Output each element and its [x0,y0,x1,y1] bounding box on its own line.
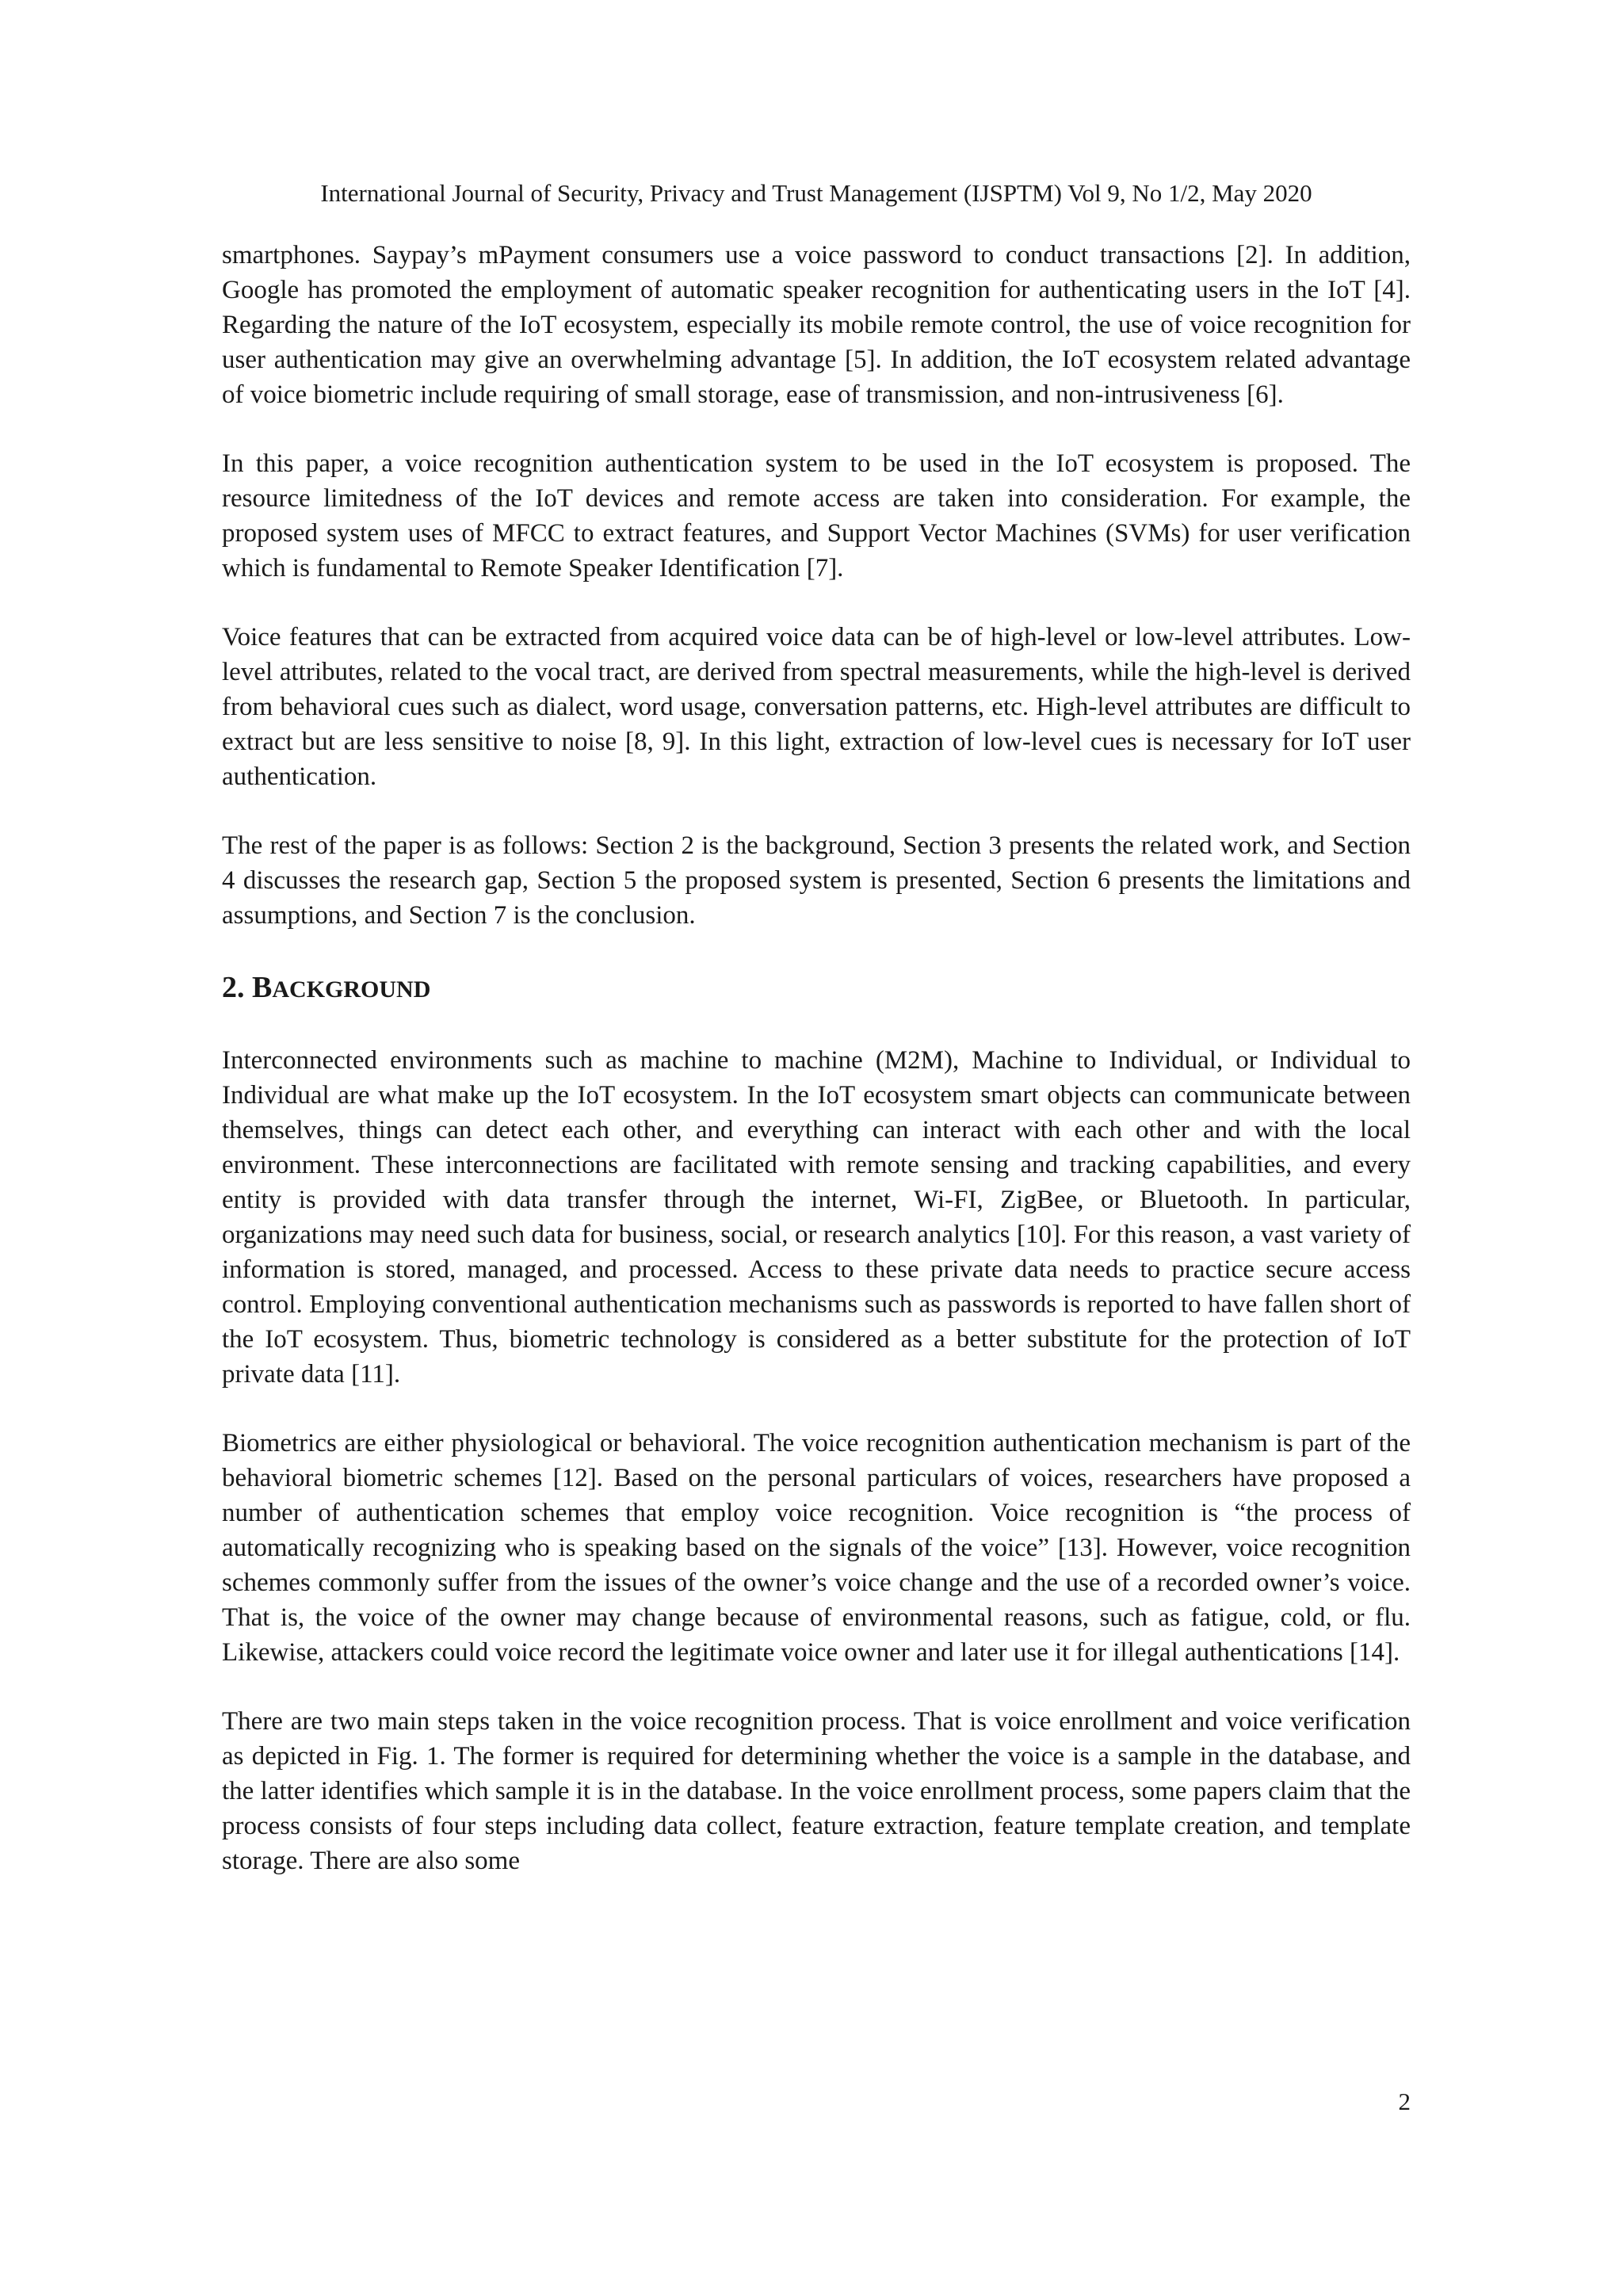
section-heading-number: 2. B [222,971,273,1004]
section-heading-title: ACKGROUND [272,976,431,1003]
page-number: 2 [1398,2088,1411,2115]
running-header: International Journal of Security, Privacy and Trust Management (IJSPTM) Vol 9, No 1/2, May 2020 [320,179,1312,207]
paragraph-intro-continuation: smartphones. Saypay’s mPayment consumers use a voice password to conduct transactions [2]. In addition, Google has promoted the employment of automatic speaker recognition for authenticating users in the IoT [4]. Regarding the nature of the IoT ecosystem, especially its mobile remote control, the use of voice recognition for user authentication may give an overwhelming advantage [5]. In addition, the IoT ecosystem related advantage of voice biometric include requiring of small storage, ease of transmission, and non-intrusiveness [6]. [222,241,1411,409]
paragraph-proposed-system: In this paper, a voice recognition authentication system to be used in the IoT ecosystem is proposed. The resource limitedness of the IoT devices and remote access are taken into consideration. For example, the proposed system uses of MFCC to extract features, and Support Vector Machines (SVMs) for user verification which is fundamental to Remote Speaker Identification [7]. [222,449,1411,583]
paragraph-paper-outline: The rest of the paper is as follows: Section 2 is the background, Section 3 presents the related work, and Section 4 discusses the research gap, Section 5 the proposed system is presented, Section 6 presents the limitations and assumptions, and Section 7 is the conclusion. [222,831,1411,930]
paragraph-voice-features: Voice features that can be extracted from acquired voice data can be of high-level or low-level attributes. Low-level attributes, related to the vocal tract, are derived from spectral measurements, while the high-level is derived from behavioral cues such as dialect, word usage, conversation patterns, etc. High-level attributes are difficult to extract but are less sensitive to noise [8, 9]. In this light, extraction of low-level cues is necessary for IoT user authentication. [222,623,1411,791]
paragraph-biometrics: Biometrics are either physiological or behavioral. The voice recognition authentication mechanism is part of the behavioral biometric schemes [12]. Based on the personal particulars of voices, researchers have proposed a number of authentication schemes that employ voice recognition. Voice recognition is “the process of automatically recognizing who is speaking based on the signals of the voice” [13]. However, voice recognition schemes commonly suffer from the issues of the owner’s voice change and the use of a recorded owner’s voice. That is, the voice of the owner may change because of environmental reasons, such as fatigue, cold, or flu. Likewise, attackers could voice record the legitimate voice owner and later use it for illegal authentications [14]. [222,1429,1411,1667]
paragraph-voice-recognition-steps: There are two main steps taken in the voice recognition process. That is voice enrollment and voice verification as depicted in Fig. 1. The former is required for determining whether the voice is a sample in the database, and the latter identifies which sample it is in the database. In the voice enrollment process, some papers claim that the process consists of four steps including data collect, feature extraction, feature template creation, and template storage. There are also some [222,1707,1411,1875]
section-heading-background [222,968,1411,1010]
body-text [222,238,1411,1912]
paragraph-interconnected-environments: Interconnected environments such as machine to machine (M2M), Machine to Individual, or Individual to Individual are what make up the IoT ecosystem. In the IoT ecosystem smart objects can communicate between themselves, things can detect each other, and everything can interact with each other and with the local environment. These interconnections are facilitated with remote sensing and tracking capabilities, and every entity is provided with data transfer through the internet, Wi-FI, ZigBee, or Bluetooth. In particular, organizations may need such data for business, social, or research analytics [10]. For this reason, a vast variety of information is stored, managed, and processed. Access to these private data needs to practice secure access control. Employing conventional authentication mechanisms such as passwords is reported to have fallen short of the IoT ecosystem. Thus, biometric technology is considered as a better substitute for the protection of IoT private data [11]. [222,1046,1411,1389]
